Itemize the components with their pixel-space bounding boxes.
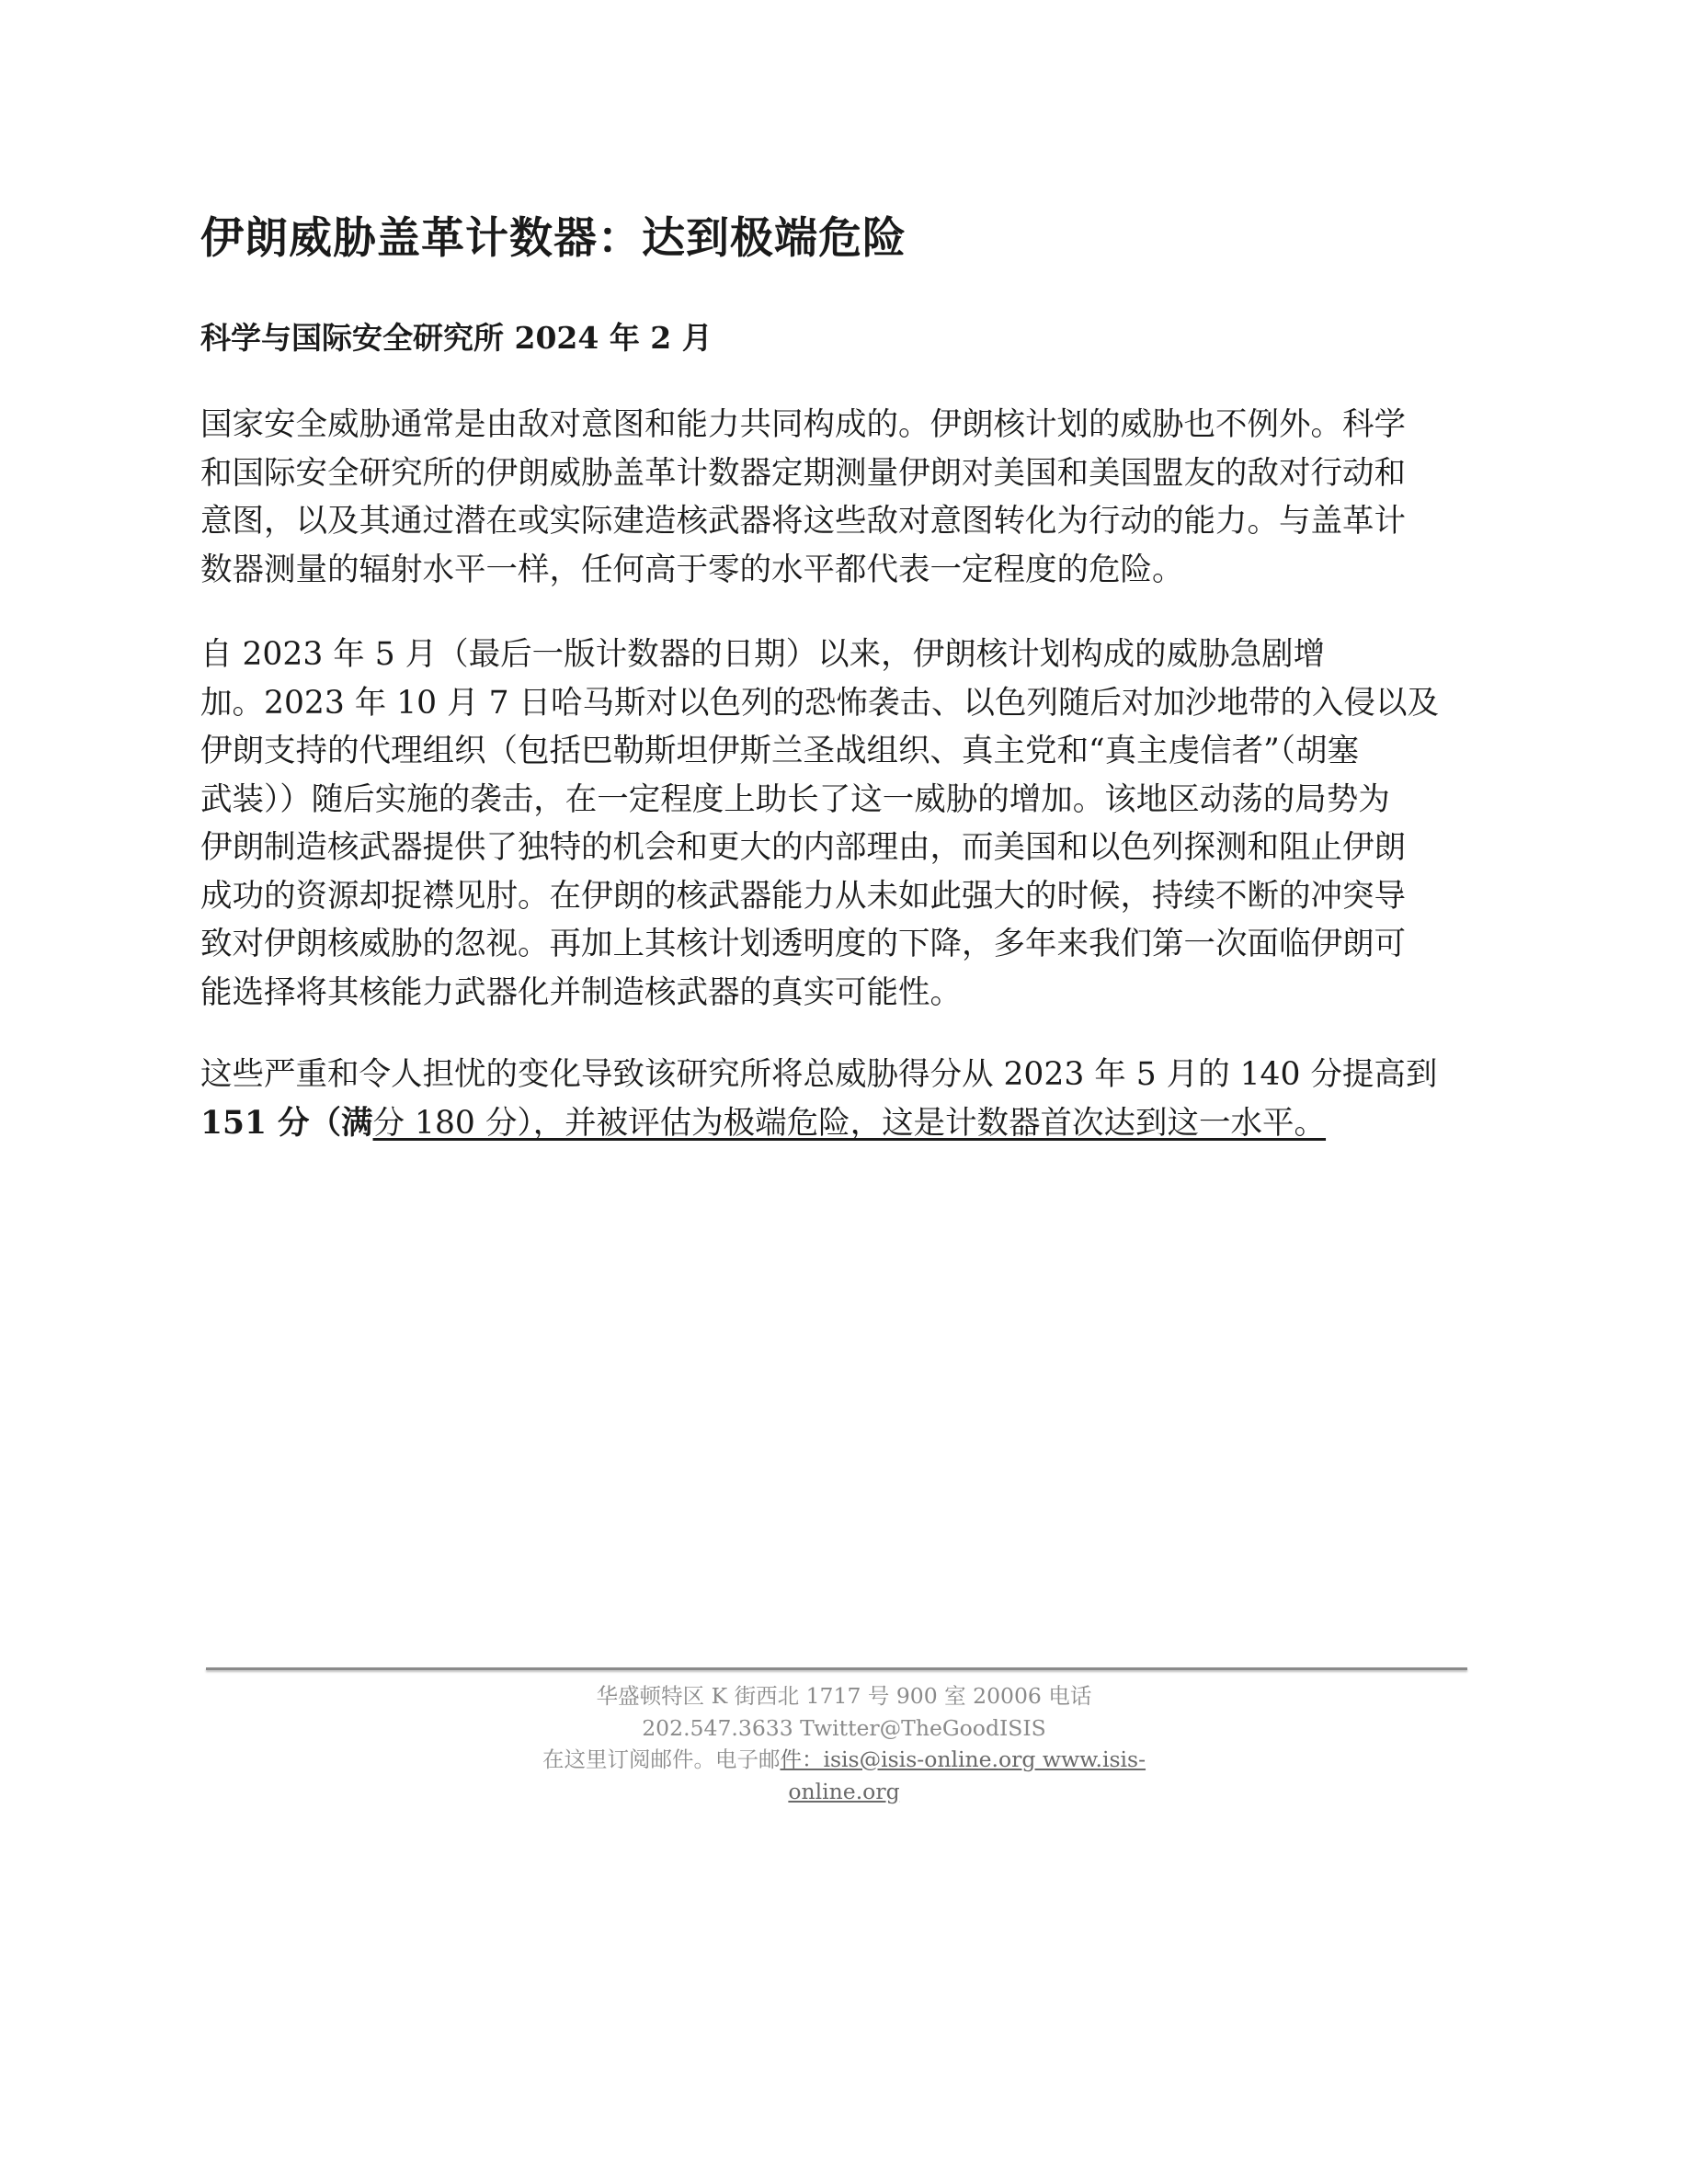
paragraph-line: 国家安全威胁通常是由敌对意图和能力共同构成的。伊朗核计划的威胁也不例外。科学	[200, 406, 1406, 443]
paragraph-line: 伊朗制造核武器提供了独特的机会和更大的内部理由，而美国和以色列探测和阻止伊朗	[200, 829, 1406, 866]
paragraph-score	[200, 1051, 1437, 1147]
score-bold-text: 151 分（满	[200, 1104, 373, 1142]
footer-website-line	[0, 1776, 1688, 1808]
score-underlined-text: 分 180 分），并被评估为极端危险，这是计数器首次达到这一水平。	[372, 1104, 1327, 1142]
subscribe-text: 在这里订阅邮件。电子邮	[542, 1746, 781, 1772]
paragraph-line: 伊朗支持的代理组织（包括巴勒斯坦伊斯兰圣战组织、真主党和“真主虔信者”（胡塞	[200, 733, 1360, 769]
paragraph-line: 加。2023 年 10 月 7 日哈马斯对以色列的恐怖袭击、以色列随后对加沙地带的入侵以及	[200, 684, 1439, 722]
footer-phone-twitter: 202.547.3633 Twitter@TheGoodISIS	[642, 1714, 1046, 1741]
paragraph-line: 意图，以及其通过潜在或实际建造核武器将这些敌对意图转化为行动的能力。与盖革计	[200, 503, 1406, 540]
paragraph-intro	[200, 401, 1406, 594]
footer-contact-line	[0, 1744, 1688, 1776]
paragraph-line	[200, 1099, 1437, 1148]
website-link[interactable]: org www.isis-	[998, 1746, 1146, 1772]
paragraph-line: 自 2023 年 5 月（最后一版计数器的日期）以来，伊朗核计划构成的威胁急剧增	[200, 636, 1326, 673]
paragraph-line: 数器测量的辐射水平一样，任何高于零的水平都代表一定程度的危险。	[200, 551, 1184, 588]
paragraph-line: 致对伊朗核威胁的忽视。再加上其核计划透明度的下降，多年来我们第一次面临伊朗可	[200, 926, 1406, 962]
paragraph-threat-increase	[200, 631, 1439, 1017]
document-title: 伊朗威胁盖革计数器：达到极端危险	[200, 213, 907, 264]
footer	[0, 1680, 1688, 1807]
paragraph-line: 这些严重和令人担忧的变化导致该研究所将总威胁得分从 2023 年 5 月的 140 分提高到	[200, 1056, 1438, 1093]
website-link-continued[interactable]: online.org	[788, 1778, 900, 1804]
paragraph-line: 和国际安全研究所的伊朗威胁盖革计数器定期测量伊朗对美国和美国盟友的敌对行动和	[200, 454, 1406, 492]
email-link[interactable]: 件：isis@isis-online.	[780, 1746, 999, 1772]
footer-divider	[206, 1667, 1467, 1670]
paragraph-line: 武装））随后实施的袭击，在一定程度上助长了这一威胁的增加。该地区动荡的局势为	[200, 780, 1390, 818]
byline: 科学与国际安全研究所 2024 年 2 月	[200, 320, 713, 356]
paragraph-line: 能选择将其核能力武器化并制造核武器的真实可能性。	[200, 973, 962, 1011]
footer-address: 华盛顿特区 K 街西北 1717 号 900 室 20006 电话	[596, 1683, 1092, 1709]
paragraph-line: 成功的资源却捉襟见肘。在伊朗的核武器能力从未如此强大的时候，持续不断的冲突导	[200, 877, 1406, 915]
